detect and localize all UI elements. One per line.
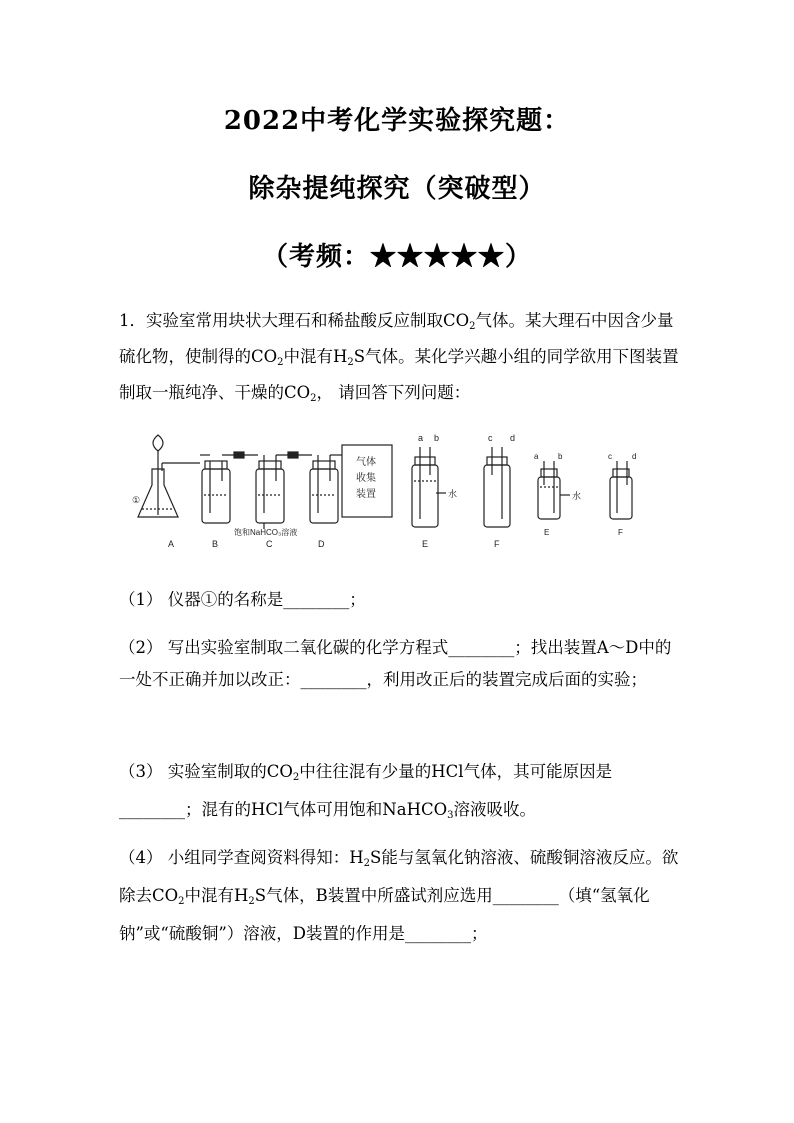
port-d: d: [510, 433, 516, 443]
label-b: B: [212, 539, 219, 549]
port-d-2: d: [632, 452, 637, 461]
apparatus-a: [138, 435, 200, 517]
apparatus-b: [200, 452, 258, 523]
port-b: b: [434, 433, 440, 443]
label-d: D: [318, 539, 325, 549]
apparatus-c: [256, 452, 312, 529]
port-c: c: [488, 433, 493, 443]
port-a: a: [418, 433, 424, 443]
label-c: C: [266, 539, 273, 549]
port-c-2: c: [608, 452, 612, 461]
label-f: F: [494, 539, 500, 549]
apparatus-d: [310, 455, 342, 523]
title-line-1: 2022中考化学实验探究题：: [223, 106, 571, 136]
sub-question-3: （3） 实验室制取的$CO_2$中往往混有少量的HCl气体，其可能原因是________；混有的HCl气体可用饱和NaHCO$_3$溶液吸收。: [119, 762, 613, 821]
apparatus-f-small: [610, 461, 632, 519]
title-line-2: 除杂提纯探究（突破型）: [248, 174, 546, 204]
sub-question-1: （1） 仪器①的名称是________；: [119, 590, 366, 609]
solution-label: 饱和NaHCO₃溶液: [234, 528, 298, 537]
sub-question-2: （2） 写出实验室制取二氧化碳的化学方程式________；找出装置A～D中的一处不正确并加以改正：________，利用改正后的装置完成后面的实验；: [119, 638, 672, 689]
box-label-1: 气体: [356, 457, 376, 468]
label-e: E: [422, 539, 429, 549]
box-label-2: 收集: [356, 473, 376, 484]
circle-label: ①: [132, 495, 141, 505]
water-label-2: 水: [572, 491, 582, 501]
question-1-intro: 1．实验室常用块状大理石和稀盐酸反应制取$CO_2$气体。某大理石中因含少量硫化物，使制得的$CO_2$中混有$H_2S$气体。某化学兴趣小组的同学欲用下图装置制取一瓶纯净、干燥的$CO_2$， 请回答下列问题：: [119, 311, 679, 404]
sub-question-4: （4） 小组同学查阅资料得知：$H_2S$能与氢氧化钠溶液、硫酸铜溶液反应。欲除去$CO_2$中混有$H_2S$气体，B装置中所盛试剂应选用________（填“氢氧化钠”或“硫酸铜”）溶液，D装置的作用是________；: [119, 848, 679, 943]
water-label: 水: [448, 489, 458, 499]
apparatus-e-small: [538, 461, 570, 519]
apparatus-figure: [130, 425, 670, 560]
box-label-3: 装置: [356, 489, 376, 500]
apparatus-e: [412, 447, 446, 527]
label-f-small: F: [618, 528, 623, 537]
label-e-small: E: [544, 528, 550, 537]
label-a: A: [168, 539, 175, 549]
apparatus-f: [484, 447, 510, 527]
title-line-3: （考频：★★★★★）: [261, 242, 532, 272]
port-b-2: b: [558, 452, 563, 461]
port-a-2: a: [534, 452, 539, 461]
